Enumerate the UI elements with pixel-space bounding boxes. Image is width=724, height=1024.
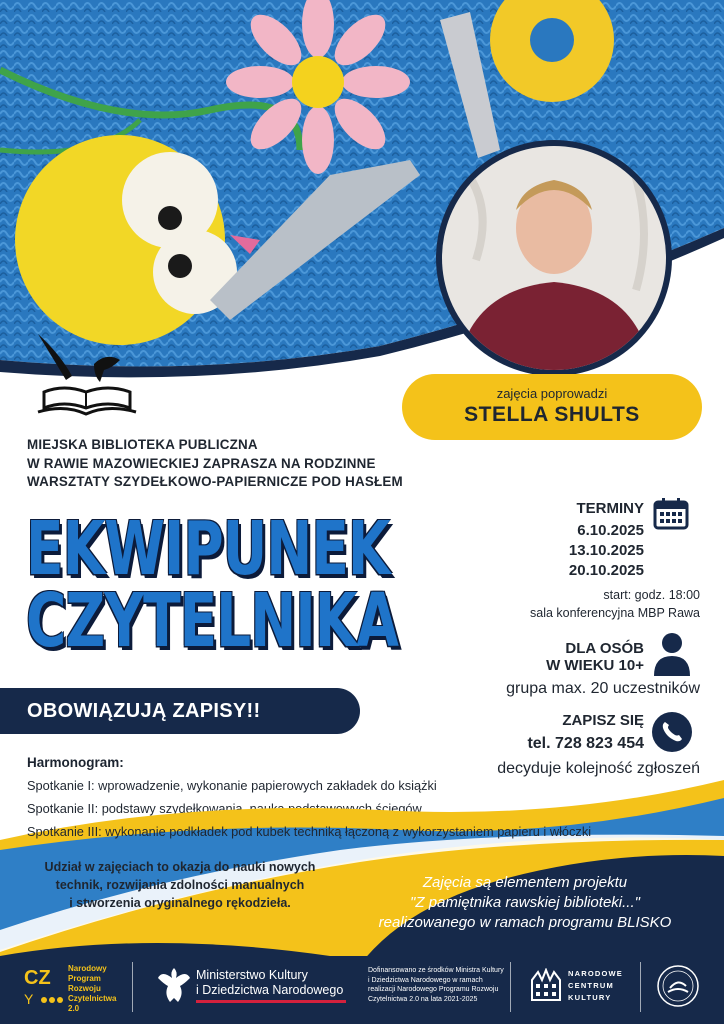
schedule-item: Spotkanie II: podstawy szydełkowania, nauka podstawowych ściegów bbox=[27, 801, 422, 816]
nck-name bbox=[568, 968, 623, 1004]
svg-text:CZ: CZ bbox=[24, 967, 51, 989]
cta-line: i stworzenia oryginalnego rękodzieła. bbox=[69, 896, 291, 910]
intro-line: MIEJSKA BIBLIOTEKA PUBLICZNA bbox=[27, 437, 258, 452]
library-seal-icon bbox=[656, 964, 700, 1008]
terms-heading: TERMINY bbox=[576, 500, 644, 517]
nprcz-line: Narodowy bbox=[68, 964, 107, 973]
instructor-subtitle: zajęcia poprowadzi bbox=[496, 386, 608, 401]
cta-line: Udział w zajęciach to okazja do nauki nowych bbox=[44, 860, 316, 874]
title-line-1: EKWIPUNEK bbox=[26, 505, 390, 592]
library-book-quill-logo bbox=[34, 330, 140, 422]
instructor-portrait bbox=[416, 140, 692, 376]
schedule-item: Spotkanie I: wprowadzenie, wykonanie papierowych zakładek do książki bbox=[27, 778, 437, 793]
nprcz-text bbox=[68, 964, 116, 1014]
venue: sala konferencyjna MBP Rawa bbox=[530, 606, 700, 620]
ministry-line: Ministerstwo Kultury bbox=[196, 968, 308, 982]
term-date: 20.10.2025 bbox=[568, 562, 644, 579]
ministry-line: i Dziedzictwa Narodowego bbox=[196, 983, 344, 997]
term-date: 6.10.2025 bbox=[577, 522, 644, 539]
ministry-red-underline bbox=[196, 1000, 346, 1003]
terms-details bbox=[530, 586, 700, 622]
footer-divider bbox=[132, 962, 133, 1012]
nprcz-line: Czytelnictwa bbox=[68, 994, 117, 1003]
signup-note: decyduje kolejność zgłoszeń bbox=[497, 760, 700, 777]
instructor-badge bbox=[402, 374, 702, 440]
group-size: grupa max. 20 uczestników bbox=[506, 680, 700, 697]
polish-eagle-icon bbox=[156, 964, 192, 1006]
footer-divider bbox=[640, 962, 641, 1012]
footer-divider bbox=[510, 962, 511, 1012]
schedule-heading: Harmonogram: bbox=[27, 755, 124, 770]
funding-line: Dofinansowano ze środków Ministra Kultury bbox=[368, 967, 504, 974]
nck-line: KULTURY bbox=[568, 993, 612, 1002]
project-line: Zajęcia są elementem projektu bbox=[422, 874, 628, 891]
project-line: "Z pamiętnika rawskiej biblioteki..." bbox=[410, 894, 640, 911]
nck-crown-icon bbox=[530, 968, 562, 1002]
signup-phone[interactable]: tel. 728 823 454 bbox=[527, 735, 644, 752]
intro-text bbox=[27, 436, 497, 492]
calendar-icon bbox=[653, 498, 689, 530]
signup-heading: ZAPISZ SIĘ bbox=[562, 712, 644, 729]
funding-line: Czytelnictwa 2.0 na lata 2021-2025 bbox=[368, 995, 478, 1003]
audience-line: DLA OSÓB bbox=[565, 640, 644, 657]
funding-line: i Dziedzictwa Narodowego w ramach bbox=[368, 976, 483, 984]
person-icon bbox=[654, 632, 690, 676]
funding-line: realizacji Narodowego Programu Rozwoju bbox=[368, 986, 499, 993]
nprcz-line: Program bbox=[68, 974, 101, 983]
intro-line: W RAWIE MAZOWIECKIEJ ZAPRASZA NA RODZINNE bbox=[27, 455, 376, 471]
project-line: realizowanego w ramach programu BLISKO bbox=[378, 914, 672, 931]
project-info bbox=[348, 873, 702, 933]
registration-banner: OBOWIĄZUJĄ ZAPISY!! bbox=[0, 688, 360, 734]
start-time: start: godz. 18:00 bbox=[603, 588, 700, 602]
term-date: 13.10.2025 bbox=[568, 542, 644, 559]
ministry-name bbox=[196, 968, 346, 1003]
cta-line: technik, rozwijania zdolności manualnych bbox=[55, 878, 305, 892]
phone-icon bbox=[652, 712, 692, 752]
nprcz-line: 2.0 bbox=[68, 1004, 80, 1013]
audience-block bbox=[546, 640, 644, 674]
nck-line: CENTRUM bbox=[568, 981, 614, 990]
nck-line: NARODOWE bbox=[568, 969, 624, 978]
cta-text bbox=[0, 858, 360, 912]
terms-block bbox=[569, 500, 644, 581]
instructor-name: STELLA SHULTS bbox=[464, 403, 640, 426]
nprcz-line: Rozwoju bbox=[68, 984, 101, 993]
schedule-item: Spotkanie III: wykonanie podkładek pod kubek techniką łączoną z wykorzystaniem papieru i włóczki bbox=[27, 824, 592, 839]
funding-note bbox=[368, 966, 504, 1004]
nprcz-emblem-icon bbox=[22, 964, 64, 1008]
svg-text:Y: Y bbox=[24, 991, 34, 1007]
title-line-2: CZYTELNIKA bbox=[26, 577, 398, 664]
nprcz-logo bbox=[22, 964, 64, 1008]
intro-line: WARSZTATY SZYDEŁKOWO-PAPIERNICZE POD HASŁEM bbox=[27, 474, 403, 489]
audience-line: W WIEKU 10+ bbox=[546, 657, 644, 674]
signup-block bbox=[527, 712, 644, 753]
